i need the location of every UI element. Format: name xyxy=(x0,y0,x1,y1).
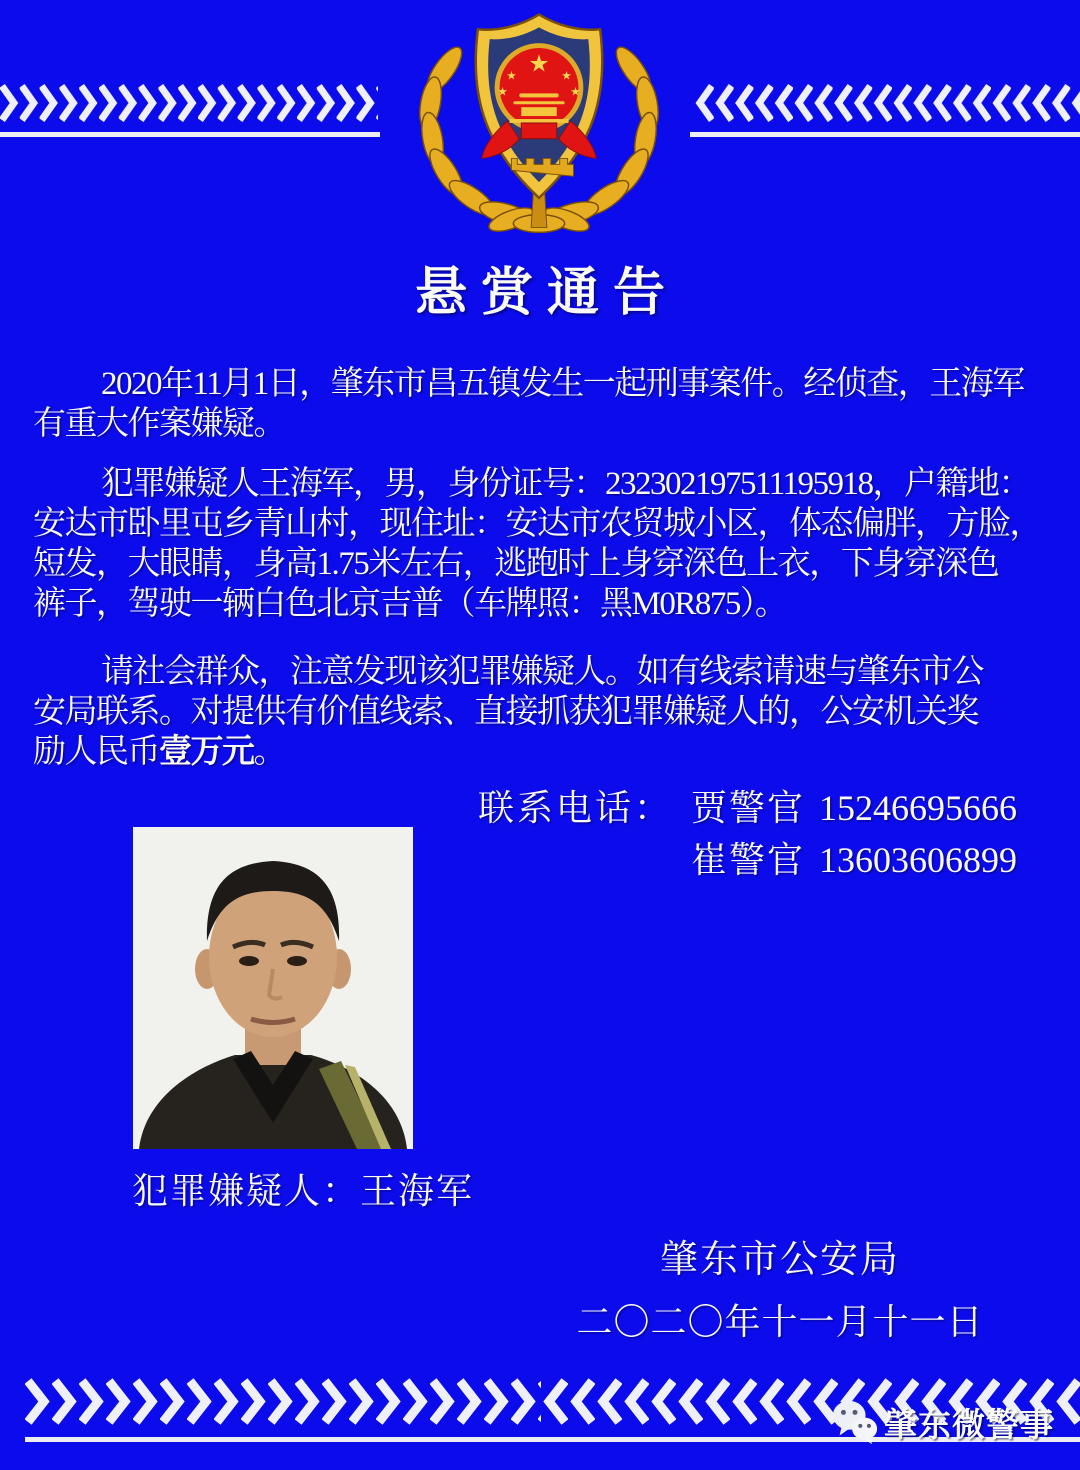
contact-entries xyxy=(691,782,1017,886)
officer-name: 贾警官 xyxy=(691,788,806,828)
reward-amount: 壹万元 xyxy=(159,734,254,770)
notice-line: 安达市卧里屯乡青山村，现住址：安达市农贸城小区，体态偏胖，方脸， xyxy=(33,506,1041,542)
contact-entry xyxy=(691,782,1017,834)
notice-line: 短发，大眼睛，身高1.75米左右，逃跑时上身穿深色上衣，下身穿深色 xyxy=(33,546,999,582)
suspect-id-photo xyxy=(133,827,413,1149)
footer-brand xyxy=(830,1396,1054,1448)
header-left-divider xyxy=(0,132,380,137)
reward-line-prefix: 励人民币 xyxy=(33,734,159,770)
svg-text:★: ★ xyxy=(506,68,517,83)
notice-line: 裤子，驾驶一辆白色北京吉普（车牌照：黑M0R875）。 xyxy=(33,586,787,622)
paragraph-reward-info xyxy=(33,652,1047,772)
chevrons-right-band-bottom-left-icon xyxy=(25,1378,541,1425)
officer-phone: 15246695666 xyxy=(819,788,1018,828)
signature-block xyxy=(480,1238,1080,1344)
notice-line: 2020年11月1日，肇东市昌五镇发生一起刑事案件。经侦查，王海军 xyxy=(101,366,1024,402)
reward-line-suffix: 。 xyxy=(253,734,285,770)
suspect-portrait-illustration xyxy=(133,827,413,1149)
officer-phone: 13603606899 xyxy=(819,840,1018,880)
notice-line: 安局联系。对提供有价值线索、直接抓获犯罪嫌疑人的，公安机关奖 xyxy=(33,694,978,730)
header-right-divider xyxy=(690,132,1080,137)
chevrons-right-band-top-left-icon xyxy=(0,84,378,122)
wechat-logo-icon xyxy=(830,1396,880,1448)
photo-caption: 犯罪嫌疑人：王海军 xyxy=(132,1171,475,1211)
svg-text:★: ★ xyxy=(561,68,572,83)
issue-date: 二〇二〇年十一月十一日 xyxy=(576,1302,984,1342)
notice-line xyxy=(33,732,1047,772)
brand-name: 肇东微警事 xyxy=(884,1407,1054,1444)
paragraph-case-summary xyxy=(33,364,1047,444)
contact-entry xyxy=(691,834,1017,886)
notice-line: 请社会群众，注意发现该犯罪嫌疑人。如有线索请速与肇东市公 xyxy=(101,654,983,690)
notice-line: 犯罪嫌疑人王海军，男，身份证号：232302197511195918，户籍地： xyxy=(101,466,1031,502)
officer-name: 崔警官 xyxy=(691,840,806,880)
contact-block xyxy=(478,782,1017,886)
contact-label: 联系电话： xyxy=(478,788,674,828)
svg-text:★: ★ xyxy=(570,84,581,99)
svg-text:★: ★ xyxy=(528,49,550,78)
paragraph-suspect-description xyxy=(33,464,1047,624)
police-badge-emblem xyxy=(401,6,677,234)
notice-title: 悬赏通告 xyxy=(414,265,679,322)
notice-line: 有重大作案嫌疑。 xyxy=(33,406,285,442)
svg-text:★: ★ xyxy=(497,84,508,99)
issuing-authority: 肇东市公安局 xyxy=(659,1239,900,1281)
chevrons-left-band-top-right-icon xyxy=(694,84,1080,122)
